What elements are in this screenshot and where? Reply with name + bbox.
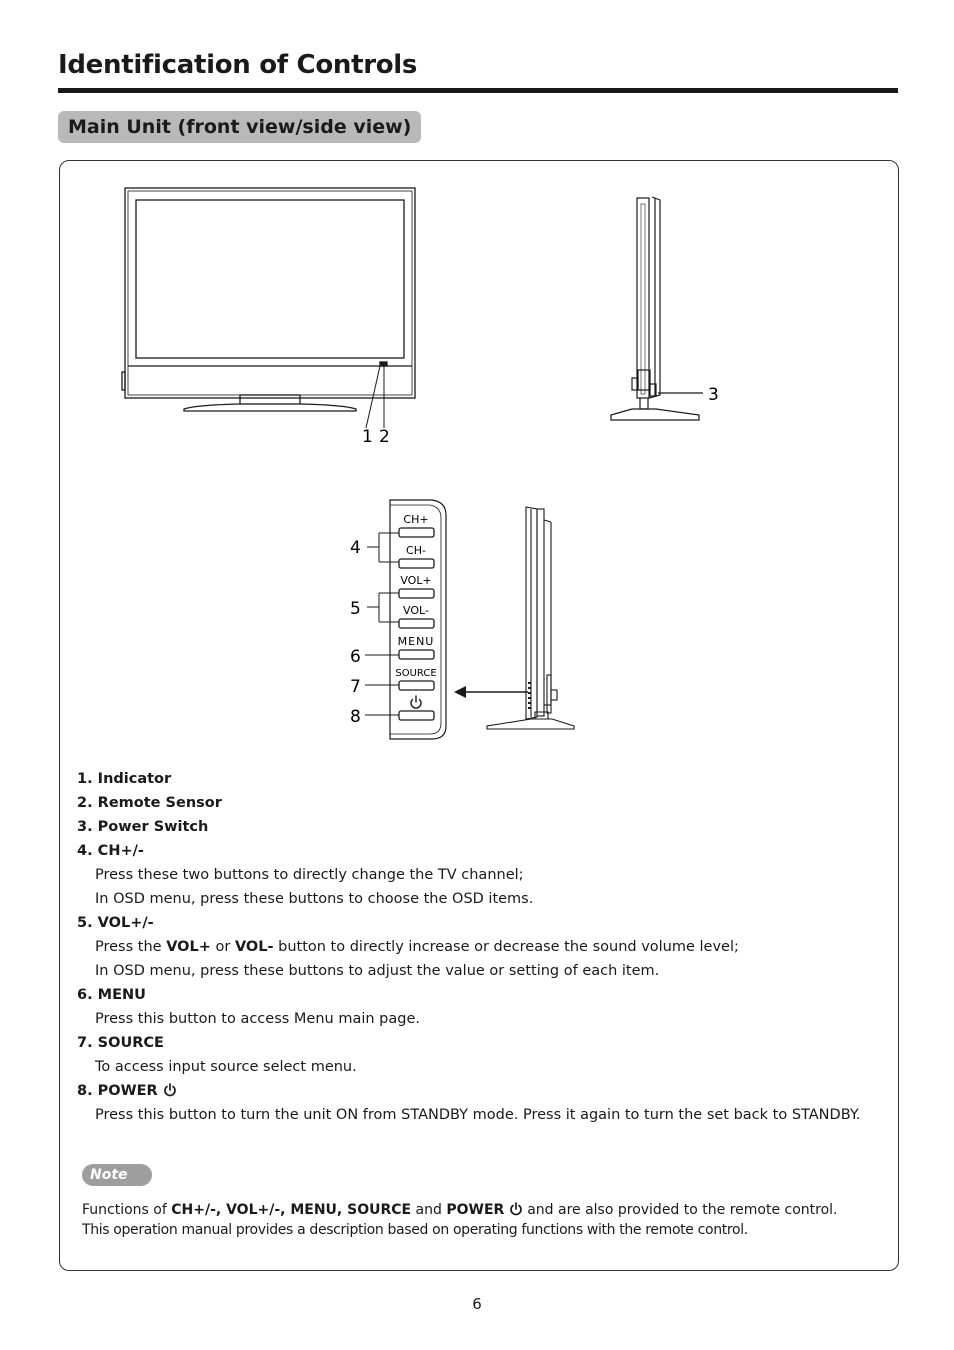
callout-4: 4	[350, 538, 361, 558]
item-number: 1.	[77, 771, 93, 787]
item-number: 5.	[77, 915, 93, 931]
callout-8: 8	[350, 707, 361, 727]
label-ch-minus: CH-	[406, 544, 426, 557]
tv-side-view	[611, 197, 703, 420]
control-item-title	[77, 767, 877, 791]
item-title-text: Power Switch	[97, 819, 209, 835]
control-item-title	[77, 791, 877, 815]
label-vol-plus: VOL+	[400, 574, 432, 587]
control-item-description: Press the VOL+ or VOL- button to directly increase or decrease the sound volume level;	[95, 939, 739, 955]
item-number: 6.	[77, 987, 93, 1003]
control-item-description: Press these two buttons to directly change the TV channel;	[95, 867, 524, 883]
control-item-title	[77, 839, 877, 863]
arrow-icon	[454, 686, 528, 698]
note-power-label: POWER	[446, 1202, 505, 1218]
tv-side-view-small	[487, 507, 574, 729]
tv-front-view	[122, 188, 415, 411]
item-title-text: POWER	[97, 1083, 158, 1099]
note-badge	[82, 1164, 152, 1186]
control-item-title	[77, 1031, 877, 1055]
item-number: 2.	[77, 795, 93, 811]
control-item-description: In OSD menu, press these buttons to adjust the value or setting of each item.	[95, 963, 660, 979]
control-item-title	[77, 815, 877, 839]
item-number: 7.	[77, 1035, 93, 1051]
item-title-text: CH+/-	[97, 843, 144, 859]
control-item-title	[77, 911, 877, 935]
control-item-description: Press this button to turn the unit ON from STANDBY mode. Press it again to turn the set back to STANDBY.	[95, 1107, 861, 1123]
note-line-2: This operation manual provides a description based on operating functions with the remote control.	[82, 1222, 748, 1238]
label-source: SOURCE	[395, 668, 437, 679]
label-ch-plus: CH+	[403, 513, 429, 526]
power-symbol-icon	[163, 1083, 177, 1097]
control-item-description: Press this button to access Menu main page.	[95, 1011, 420, 1027]
item-title-text: Remote Sensor	[97, 795, 222, 811]
callout-lines-1-2	[366, 366, 384, 428]
power-symbol-icon	[411, 696, 421, 708]
note-badge-label: Note	[90, 1167, 128, 1183]
callout-3: 3	[708, 385, 719, 405]
control-item-description: In OSD menu, press these buttons to choose the OSD items.	[95, 891, 534, 907]
callout-6: 6	[350, 647, 361, 667]
control-item-description: To access input source select menu.	[95, 1059, 357, 1075]
power-symbol-icon	[509, 1202, 523, 1216]
label-vol-minus: VOL-	[403, 604, 429, 617]
callout-brackets	[365, 533, 399, 715]
page-number: 6	[472, 1295, 482, 1313]
control-item-title	[77, 983, 877, 1007]
item-title-text: MENU	[97, 987, 146, 1003]
callout-7: 7	[350, 677, 361, 697]
section-heading: Main Unit (front view/side view)	[58, 111, 421, 143]
note-line-1	[82, 1200, 882, 1220]
note-and: and	[415, 1202, 442, 1218]
callout-1: 1	[362, 427, 373, 447]
note-text	[82, 1200, 882, 1240]
controls-list	[77, 767, 877, 1127]
note-prefix: Functions of	[82, 1202, 167, 1218]
label-menu: MENU	[397, 635, 435, 648]
page-title: Identification of Controls	[58, 50, 418, 80]
item-title-text: VOL+/-	[97, 915, 154, 931]
item-title-text: Indicator	[97, 771, 172, 787]
item-number: 8.	[77, 1083, 93, 1099]
callout-5: 5	[350, 599, 361, 619]
item-number: 3.	[77, 819, 93, 835]
note-bold-keys: CH+/-, VOL+/-, MENU, SOURCE	[171, 1202, 412, 1218]
item-number: 4.	[77, 843, 93, 859]
item-title-text: SOURCE	[97, 1035, 164, 1051]
note-suffix: and are also provided to the remote control.	[527, 1202, 838, 1218]
callout-2: 2	[379, 427, 390, 447]
control-item-title	[77, 1079, 877, 1103]
